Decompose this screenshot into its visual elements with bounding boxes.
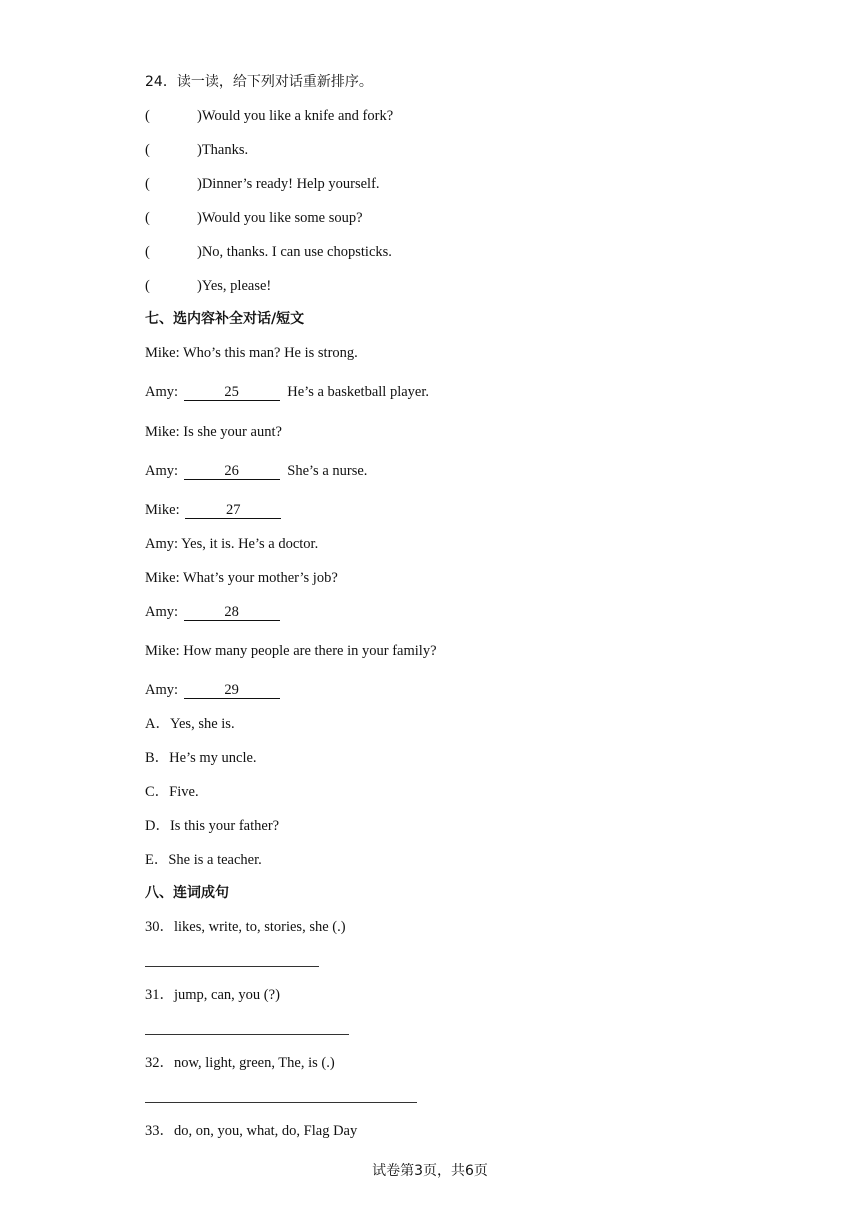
dialog-line: Amy: 28 <box>145 602 284 622</box>
option-a: A．Yes, she is. <box>145 716 235 732</box>
q24-item-2: ( )Thanks. <box>145 142 249 158</box>
blank-27[interactable]: 27 <box>185 502 281 519</box>
section7-heading: 七、选内容补全对话/短文 <box>145 311 305 327</box>
q24-item-3: ( )Dinner’s ready! Help yourself. <box>145 176 380 192</box>
answer-line-31[interactable] <box>145 1034 349 1035</box>
dialog-line: Mike: What’s your mother’s job? <box>145 570 338 586</box>
question-31: 31．jump, can, you (?) <box>145 987 280 1003</box>
option-b: B．He’s my uncle. <box>145 750 257 766</box>
q24-item-6: ( )Yes, please! <box>145 278 272 294</box>
question-32: 32．now, light, green, The, is (.) <box>145 1055 335 1071</box>
dialog-line: Amy: Yes, it is. He’s a doctor. <box>145 536 319 552</box>
dialog-line: Mike: Is she your aunt? <box>145 424 282 440</box>
blank-25[interactable]: 25 <box>184 384 280 401</box>
answer-line-30[interactable] <box>145 966 319 967</box>
option-e: E．She is a teacher. <box>145 852 262 868</box>
dialog-line: Mike: Who’s this man? He is strong. <box>145 345 358 361</box>
option-d: D．Is this your father? <box>145 818 280 834</box>
dialog-line: Amy: 29 <box>145 680 284 700</box>
dialog-line: Mike: How many people are there in your family? <box>145 643 437 659</box>
question-30: 30．likes, write, to, stories, she (.) <box>145 919 346 935</box>
dialog-line: Amy: 25 He’s a basketball player. <box>145 384 430 400</box>
answer-line-32[interactable] <box>145 1102 417 1103</box>
q24-item-5: ( )No, thanks. I can use chopsticks. <box>145 244 392 260</box>
section8-heading: 八、连词成句 <box>145 885 229 901</box>
option-c: C．Five. <box>145 784 199 800</box>
page-footer: 试卷第3页，共6页 <box>372 1163 488 1179</box>
blank-29[interactable]: 29 <box>184 682 280 699</box>
dialog-line: Mike: 27 <box>145 500 285 520</box>
dialog-line: Amy: 26 She’s a nurse. <box>145 463 368 479</box>
question-33: 33．do, on, you, what, do, Flag Day <box>145 1123 358 1139</box>
blank-26[interactable]: 26 <box>184 463 280 480</box>
q24-prompt: 24．读一读，给下列对话重新排序。 <box>145 74 373 90</box>
q24-item-1: ( )Would you like a knife and fork? <box>145 108 394 124</box>
blank-28[interactable]: 28 <box>184 604 280 621</box>
q24-item-4: ( )Would you like some soup? <box>145 210 363 226</box>
